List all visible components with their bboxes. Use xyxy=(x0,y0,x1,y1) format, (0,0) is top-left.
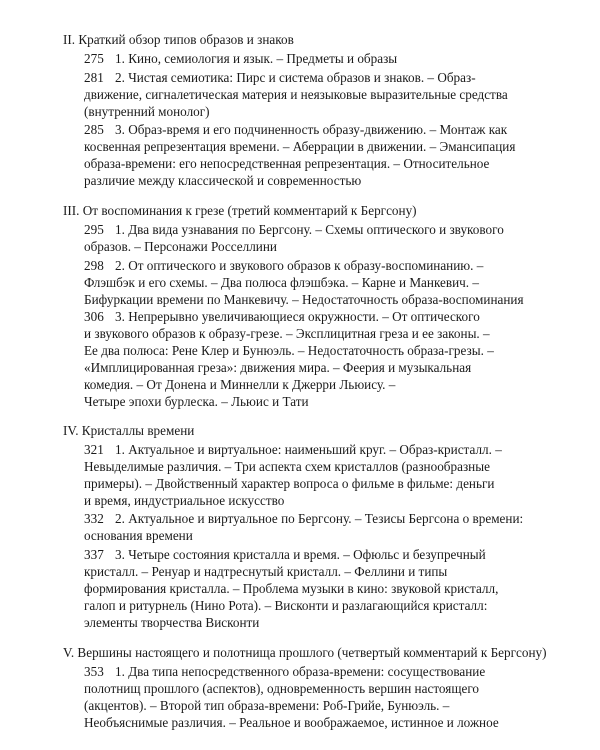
page-number: 285 xyxy=(84,122,104,137)
toc-line: Флэшбэк и его схемы. – Два полюса флэшбэка. – Карне и Манкевич. – xyxy=(84,275,479,290)
section-title-iii: III. От воспоминания к грезе (третий комментарий к Бергсону) xyxy=(63,203,417,218)
entry-text: 2. От оптического и звукового образов к образу-воспоминанию. – xyxy=(115,258,484,273)
entry-text: 1. Кино, семиология и язык. – Предметы и образы xyxy=(115,51,398,66)
toc-line: различие между классической и современностью xyxy=(84,173,362,188)
page-number: 332 xyxy=(84,511,104,526)
toc-line: основания времени xyxy=(84,528,193,543)
toc-line: движение, сигнaлетическая материя и неязыковые выразительные средства xyxy=(84,87,508,102)
toc-line: (внутренний монолог) xyxy=(84,104,210,119)
toc-line: и время, индустриальное искусство xyxy=(84,493,285,508)
entry-text: 1. Два вида узнавания по Бергсону. – Схемы оптического и звукового xyxy=(115,222,504,237)
page-number: 298 xyxy=(84,258,104,273)
section-title-v: V. Вершины настоящего и полотнища прошлого (четвертый комментарий к Бергсону) xyxy=(63,645,547,660)
page-number: 321 xyxy=(84,442,104,457)
section-title-ii: II. Краткий обзор типов образов и знаков xyxy=(63,32,294,47)
toc-entry-275 xyxy=(84,49,397,69)
toc-line: Необъяснимые различия. – Реальное и воображаемое, истинное и ложное xyxy=(84,715,499,730)
toc-line: Четыре эпохи бурлеска. – Льюис и Тати xyxy=(84,394,309,409)
toc-line: Невыделимые различия. – Три аспекта схем кристаллов (разнообразные xyxy=(84,459,490,474)
page-number: 353 xyxy=(84,664,104,679)
toc-line: галоп и ритурнель (Нино Рота). – Висконти и разлагающийся кристалл: xyxy=(84,598,488,613)
toc-line: (акцентов). – Второй тип образа-времени: Роб-Грийе, Бунюэль. – xyxy=(84,698,450,713)
toc-line: кристалл. – Ренуар и надтреснутый кристалл. – Феллини и типы xyxy=(84,564,448,579)
toc-line: элементы творчества Висконти xyxy=(84,615,260,630)
page-number: 295 xyxy=(84,222,104,237)
entry-text: 3. Непрерывно увеличивающиеся окружности. – От оптического xyxy=(115,309,480,324)
toc-line: полотнищ прошлого (аспектов), одновременность вершин настоящего xyxy=(84,681,480,696)
section-title-iv: IV. Кристаллы времени xyxy=(63,423,195,438)
toc-line: образов. – Персонажи Росселлини xyxy=(84,239,277,254)
toc-line: образа-времени: его непосредственная репрезентация. – Относительное xyxy=(84,156,490,171)
entry-text: 1. Актуальное и виртуальное: наименьший круг. – Образ-кристалл. – xyxy=(115,442,502,457)
toc-line: комедия. – От Донена и Миннелли к Джерри Льюису. – xyxy=(84,377,396,392)
toc-line: формирования кристалла. – Проблема музыки в кино: звуковой кристалл, xyxy=(84,581,499,596)
toc-line: Ее два полюса: Рене Клер и Бунюэль. – Недостаточность образа-грезы. – xyxy=(84,343,494,358)
toc-line: «Имплицированная греза»: движения мира. – Феерия и музыкальная xyxy=(84,360,472,375)
entry-text: 2. Чистая семиотика: Пирс и система образов и знаков. – Образ- xyxy=(115,70,476,85)
toc-line: и звукового образов к образу-грезе. – Эксплицитная греза и ее законы. – xyxy=(84,326,490,341)
toc-line: примеры). – Двойственный характер вопроса о фильме в фильме: деньги xyxy=(84,476,495,491)
page-number: 275 xyxy=(84,51,104,66)
entry-text: 2. Актуальное и виртуальное по Бергсону. – Тезисы Бергсона о времени: xyxy=(115,511,524,526)
page-number: 306 xyxy=(84,309,104,324)
toc-line: косвенная репрезентация времени. – Аберрации в движении. – Эмансипация xyxy=(84,139,516,154)
page-number: 337 xyxy=(84,547,104,562)
entry-text: 3. Четыре состояния кристалла и время. – Офюльс и безупречный xyxy=(115,547,486,562)
entry-text: 1. Два типа непосредственного образа-времени: сосуществование xyxy=(115,664,486,679)
entry-text: 3. Образ-время и его подчиненность образу-движению. – Монтаж как xyxy=(115,122,508,137)
page-number: 281 xyxy=(84,70,104,85)
toc-line: Бифуркации времени по Манкевичу. – Недостаточность образа-воспоминания xyxy=(84,292,524,307)
